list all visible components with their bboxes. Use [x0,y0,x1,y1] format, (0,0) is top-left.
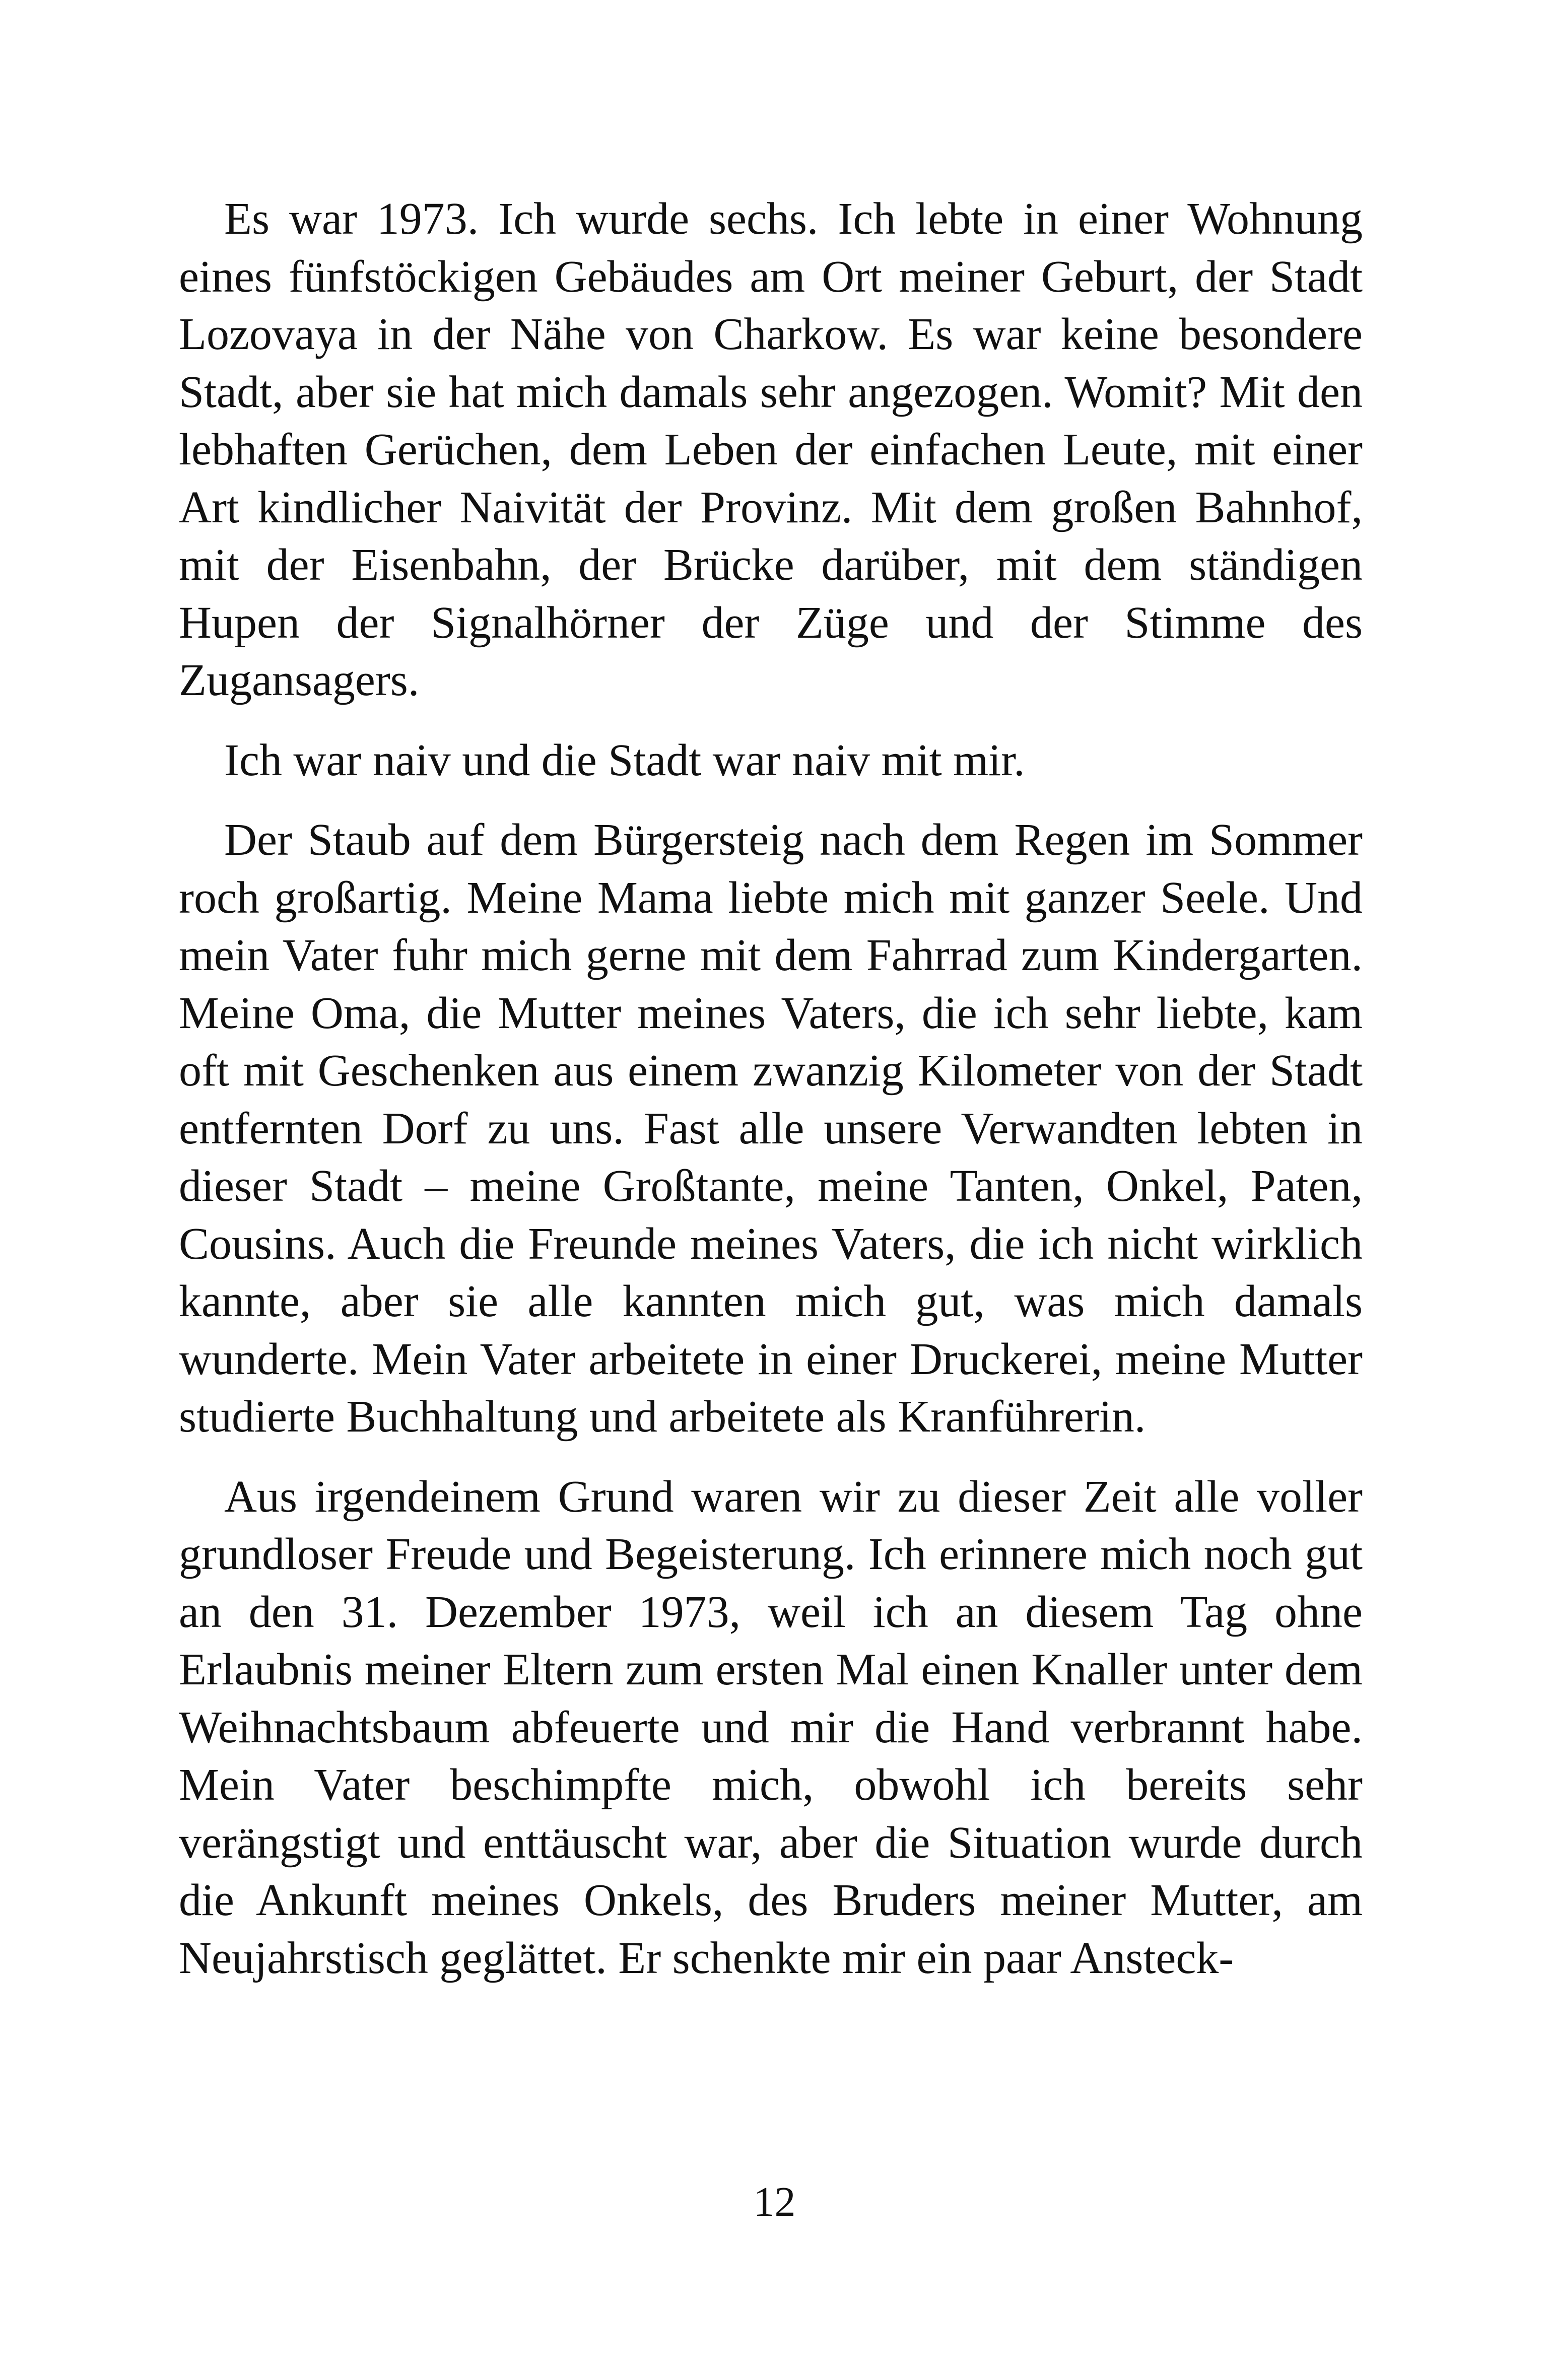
paragraph-1: Es war 1973. Ich wurde sechs. Ich lebte in einer Wohnung eines fünfstöckigen Gebäudes am Ort meiner Geburt, der Stadt Lozovaya in der Nähe von Charkow. Es war keine besondere Stadt, aber sie hat mich damals sehr angezogen. Womit? Mit den lebhaften Gerüchen, dem Leben der einfachen Leute, mit einer Art kindlicher Naivität der Provinz. Mit dem großen Bahnhof, mit der Eisenbahn, der Brücke darüber, mit dem ständigen Hupen der Signalhörner der Züge und der Stimme des Zugansagers. [179,194,1363,705]
body-text [179,190,1363,2009]
paragraph-3: Der Staub auf dem Bürgersteig nach dem Regen im Sommer roch großartig. Meine Mama liebte mich mit ganzer Seele. Und mein Vater fuhr mich gerne mit dem Fahrrad zum Kindergarten. Meine Oma, die Mutter meines Vaters, die ich sehr liebte, kam oft mit Geschenken aus einem zwanzig Kilometer von der Stadt entfernten Dorf zu uns. Fast alle unsere Verwandten lebten in dieser Stadt – meine Großtante, meine Tanten, Onkel, Paten, Cousins. Auch die Freunde meines Vaters, die ich nicht wirklich kannte, aber sie alle kannten mich gut, was mich damals wunderte. Mein Vater arbeitete in einer Druckerei, meine Mutter studierte Buchhaltung und arbeitete als Kranführerin. [179,815,1363,1442]
paragraph-4: Aus irgendeinem Grund waren wir zu dieser Zeit alle voller grundloser Freude und Begeisterung. Ich erinnere mich noch gut an den 31. Dezember 1973, weil ich an diesem Tag ohne Erlaubnis meiner Eltern zum ersten Mal einen Knaller unter dem Weihnachtsbaum abfeuerte und mir die Hand verbrannt habe. Mein Vater beschimpfte mich, obwohl ich bereits sehr verängstigt und enttäuscht war, aber die Situation wurde durch die Ankunft meines Onkels, des Bruders meiner Mutter, am Neujahrstisch geglättet. Er schenkte mir ein paar Ansteck- [179,1471,1363,1983]
page-number: 12 [753,2179,796,2225]
paragraph-2: Ich war naiv und die Stadt war naiv mit mir. [224,735,1025,785]
